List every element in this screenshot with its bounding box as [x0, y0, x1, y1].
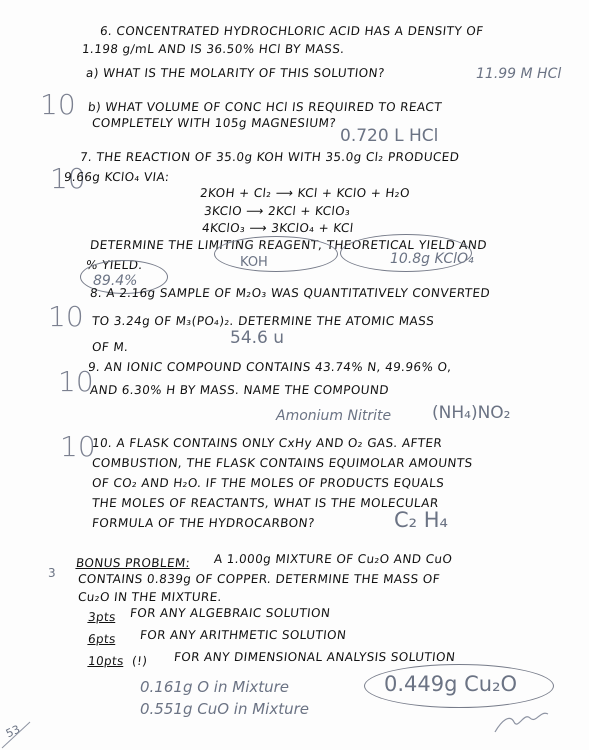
q7-reaction-1: 2KOH + Cl₂ ⟶ KCl + KClO + H₂O — [199, 186, 411, 200]
q7-reaction-2: 3KClO ⟶ 2KCl + KClO₃ — [203, 204, 352, 218]
q9-line2: AND 6.30% H BY MASS. NAME THE COMPOUND — [89, 383, 390, 397]
q9-answer-name: Amonium Nitrite — [276, 408, 392, 424]
q6b-answer: 0.720 L HCl — [340, 126, 439, 146]
q10-line5: FORMULA OF THE HYDROCARBON? — [91, 516, 316, 530]
pts-algebraic-label: 3pts — [87, 610, 117, 624]
q10-answer: C₂ H₄ — [394, 508, 448, 532]
q7-score: 10 — [50, 162, 86, 195]
page-corner-mark: 53 — [3, 722, 23, 741]
q7-line4: % YIELD. — [85, 258, 144, 272]
q8-line2: TO 3.24g OF M₃(PO₄)₂. DETERMINE THE ATOMIC MASS — [91, 314, 435, 328]
q7-reaction-3: 4KClO₃ ⟶ 3KClO₄ + KCl — [201, 221, 355, 235]
bonus-title: BONUS PROBLEM: — [75, 556, 191, 570]
bonus-score: 3 — [48, 566, 56, 580]
q10-line2: COMBUSTION, THE FLASK CONTAINS EQUIMOLAR AMOUNTS — [91, 456, 474, 470]
q8-line1: 8. A 2.16g SAMPLE OF M₂O₃ WAS QUANTITATIVELY CONVERTED — [89, 286, 491, 300]
q10-line3: OF CO₂ AND H₂O. IF THE MOLES OF PRODUCTS EQUALS — [91, 476, 445, 490]
pts-dimensional-label: 10pts — [87, 654, 125, 668]
q10-line1: 10. A FLASK CONTAINS ONLY CxHy AND O₂ GAS. AFTER — [91, 436, 443, 450]
q7-line1: 7. THE REACTION OF 35.0g KOH WITH 35.0g Cl₂ PRODUCED — [79, 150, 461, 164]
q7-line3: DETERMINE THE LIMITING REAGENT, THEORETICAL YIELD AND — [89, 238, 488, 252]
bonus-line2: CONTAINS 0.839g OF COPPER. DETERMINE THE MASS OF — [77, 572, 441, 586]
bonus-work-line2: 0.551g CuO in Mixture — [140, 700, 309, 718]
q9-score: 10 — [58, 365, 94, 398]
q6-line2: 1.198 g/mL AND IS 36.50% HCl BY MASS. — [81, 42, 346, 56]
pts-algebraic-text: FOR ANY ALGEBRAIC SOLUTION — [129, 606, 332, 620]
bonus-line3: Cu₂O IN THE MIXTURE. — [77, 590, 223, 604]
pts-dimensional-text: FOR ANY DIMENSIONAL ANALYSIS SOLUTION — [173, 650, 456, 664]
pts-arithmetic-text: FOR ANY ARITHMETIC SOLUTION — [139, 628, 348, 642]
page-corner-stroke-icon — [0, 712, 40, 750]
grader-scribble-icon — [490, 700, 560, 740]
bonus-answer: 0.449g Cu₂O — [384, 672, 518, 696]
q6b-line2: COMPLETELY WITH 105g MAGNESIUM? — [91, 116, 337, 130]
q6-line1: 6. CONCENTRATED HYDROCHLORIC ACID HAS A DENSITY OF — [99, 24, 485, 38]
bonus-work-line1: 0.161g O in Mixture — [140, 678, 290, 696]
q7-theoretical-circle — [340, 234, 472, 272]
q10-line4: THE MOLES OF REACTANTS, WHAT IS THE MOLECULAR — [91, 496, 440, 510]
q7-line2: 9.66g KClO₄ VIA: — [63, 170, 171, 184]
q7-yield-answer: 89.4% — [93, 273, 138, 289]
q7-limiting-circle — [214, 236, 338, 272]
q8-score: 10 — [48, 300, 84, 333]
q8-answer: 54.6 u — [230, 328, 285, 348]
q8-line3: OF M. — [91, 340, 130, 354]
pts-dimensional-mark: (!) — [131, 654, 149, 668]
q10-score: 10 — [60, 430, 96, 463]
q6a-answer: 11.99 M HCl — [476, 66, 562, 82]
q7-limiting-answer: KOH — [240, 255, 268, 270]
q6b-line1: b) WHAT VOLUME OF CONC HCl IS REQUIRED TO REACT — [87, 100, 443, 114]
q6a-question: a) WHAT IS THE MOLARITY OF THIS SOLUTION? — [85, 66, 386, 80]
q6-score: 10 — [40, 88, 76, 121]
bonus-line1-rest: A 1.000g MIXTURE OF Cu₂O AND CuO — [213, 552, 453, 566]
q7-theoretical-answer: 10.8g KClO₄ — [390, 251, 474, 267]
q9-answer-formula: (NH₄)NO₂ — [432, 403, 511, 423]
pts-arithmetic-label: 6pts — [87, 632, 117, 646]
q9-line1: 9. AN IONIC COMPOUND CONTAINS 43.74% N, 49.96% O, — [87, 360, 453, 374]
